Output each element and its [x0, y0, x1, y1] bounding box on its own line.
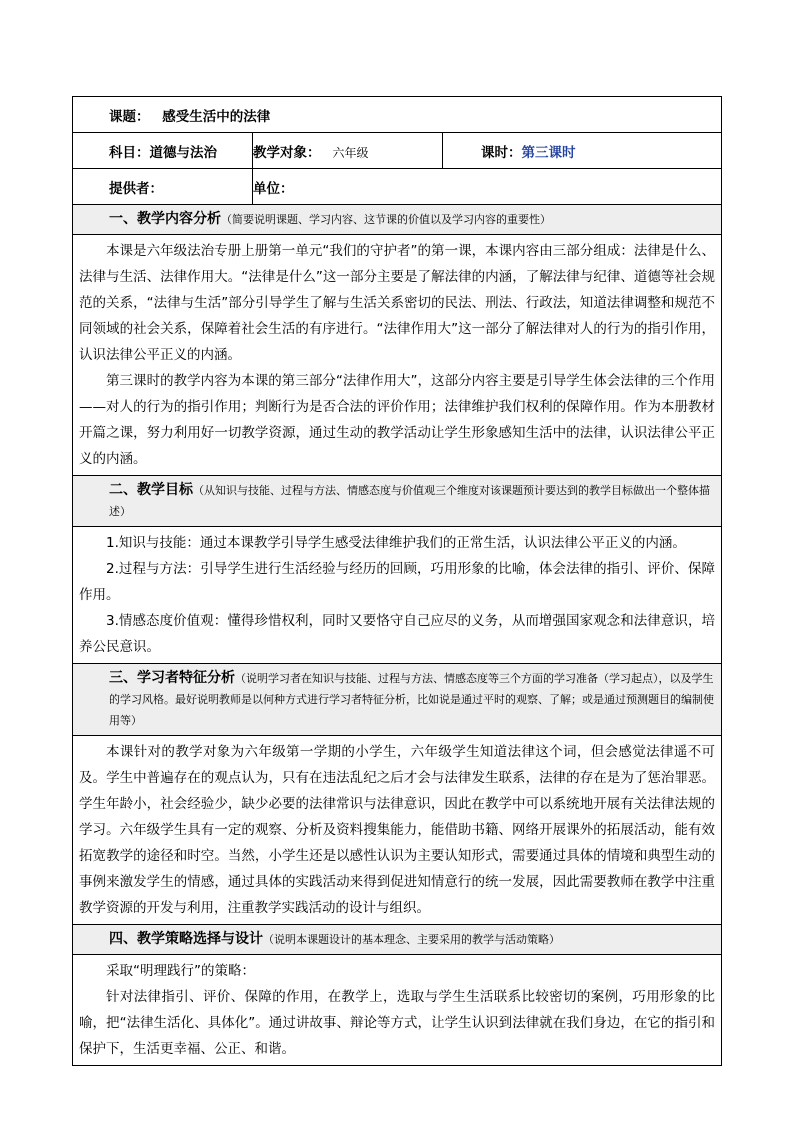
- provider-row: [73, 169, 722, 205]
- section-2-body-row: [73, 527, 722, 664]
- section-note: （从知识与技能、过程与方法、情感态度与价值观三个维度对该课题预计要达到的教学目标做出一个整体描述）: [109, 484, 710, 518]
- subject-row: [73, 133, 722, 169]
- section-2-header-row: [73, 476, 722, 527]
- topic-value: 感受生活中的法律: [162, 108, 271, 125]
- section-4-body: [73, 955, 722, 1066]
- section-title: 一、教学内容分析: [109, 211, 221, 227]
- section-3-body: [73, 736, 722, 925]
- audience-label: 教学对象：: [253, 144, 321, 161]
- topic-cell: [73, 97, 722, 133]
- unit-cell: [253, 169, 722, 205]
- section-1-header: [73, 205, 722, 235]
- audience-value: 六年级: [332, 145, 369, 160]
- lesson-plan-table: [72, 96, 722, 1066]
- paragraph: 2.过程与方法：引导学生进行生活经验与经历的回顾，巧用形象的比喻，体会法律的指引、评价、保障作用。: [79, 561, 716, 603]
- section-title: 四、教学策略选择与设计: [109, 931, 263, 947]
- section-1-body-row: [73, 235, 722, 476]
- subject-cell: [73, 133, 253, 169]
- paragraph: 第三课时的教学内容为本课的第三部分“法律作用大”，这部分内容主要是引导学生体会法律的三个作用——对人的行为的指引作用；判断行为是否合法的评价作用；法律维护我们权利的保障作用。作为本册教材开篇之课，努力利用好一切教学资源，通过生动的教学活动让学生形象感知生活中的法律，认识法律公平正义的内涵。: [79, 373, 716, 467]
- audience-cell: [253, 133, 443, 169]
- section-4-header: [73, 925, 722, 955]
- subject-value: 道德与法治: [149, 144, 217, 161]
- paragraph: 针对法律指引、评价、保障的作用，在教学上，选取与学生生活联系比较密切的案例，巧用形象的比喻，把“法律生活化、具体化”。通过讲故事、辩论等方式，让学生认识到法律就在我们身边，在它的指引和保护下，生活更幸福、公正、和谐。: [79, 989, 716, 1057]
- topic-row: [73, 97, 722, 133]
- section-note: （说明本课题设计的基本理念、主要采用的教学与活动策略）: [263, 933, 560, 946]
- provider-label: 提供者：: [109, 180, 163, 197]
- section-4-body-row: [73, 955, 722, 1066]
- section-title: 二、教学目标: [109, 482, 193, 498]
- paragraph: 1.知识与技能：通过本课教学引导学生感受法律维护我们的正常生活，认识法律公平正义的内涵。: [106, 535, 686, 551]
- section-title: 三、学习者特征分析: [109, 670, 235, 686]
- paragraph: 3.情感态度价值观：懂得珍惜权利，同时又要恪守自己应尽的义务，从而增强国家观念和法律意识，培养公民意识。: [79, 613, 716, 655]
- section-1-body: [73, 235, 722, 476]
- section-3-body-row: [73, 736, 722, 925]
- period-cell: [443, 133, 722, 169]
- paragraph: 本课针对的教学对象为六年级第一学期的小学生，六年级学生知道法律这个词，但会感觉法律遥不可及。学生中普遍存在的观点认为，只有在违法乱纪之后才会与法律发生联系，法律的存在是为了惩治罪恶。学生年龄小，社会经验少，缺少必要的法律常识与法律意识，因此在教学中可以系统地开展有关法律法规的学习。六年级学生具有一定的观察、分析及资料搜集能力，能借助书籍、网络开展课外的拓展活动，能有效拓宽教学的途径和时空。当然，小学生还是以感性认识为主要认知形式，需要通过具体的情境和典型生动的事例来激发学生的情感，通过具体的实践活动来得到促进知情意行的统一发展，因此需要教师在教学中注重教学资源的开发与利用，注重教学实践活动的设计与组织。: [79, 744, 716, 916]
- provider-cell: [73, 169, 253, 205]
- section-3-header-row: [73, 664, 722, 736]
- topic-label: 课题：: [109, 108, 150, 125]
- section-4-header-row: [73, 925, 722, 955]
- section-2-header: [73, 476, 722, 527]
- section-note: （简要说明课题、学习内容、这节课的价值以及学习内容的重要性）: [221, 213, 551, 226]
- subject-label: 科目：: [109, 144, 150, 161]
- section-2-body: [73, 527, 722, 664]
- section-note: （说明学习者在知识与技能、过程与方法、情感态度等三个方面的学习准备（学习起点），以及学生的学习风格。最好说明教师是以何种方式进行学习者特征分析，比如说是通过平时的观察、了解；或是通过预测题目的编制使用等）: [109, 672, 714, 727]
- paragraph: 采取“明理践行”的策略：: [106, 963, 255, 979]
- section-1-header-row: [73, 205, 722, 235]
- unit-label: 单位：: [253, 180, 294, 197]
- period-label: 课时：: [481, 144, 522, 161]
- paragraph: 本课是六年级法治专册上册第一单元“我们的守护者”的第一课，本课内容由三部分组成：法律是什么、法律与生活、法律作用大。“法律是什么”这一部分主要是了解法律的内涵，了解法律与纪律、道德等社会规范的关系，“法律与生活”部分引导学生了解与生活关系密切的民法、刑法、行政法，知道法律调整和规范不同领域的社会关系，保障着社会生活的有序进行。“法律作用大”这一部分了解法律对人的行为的指引作用，认识法律公平正义的内涵。: [79, 243, 716, 363]
- section-3-header: [73, 664, 722, 736]
- period-value: 第三课时: [521, 144, 576, 161]
